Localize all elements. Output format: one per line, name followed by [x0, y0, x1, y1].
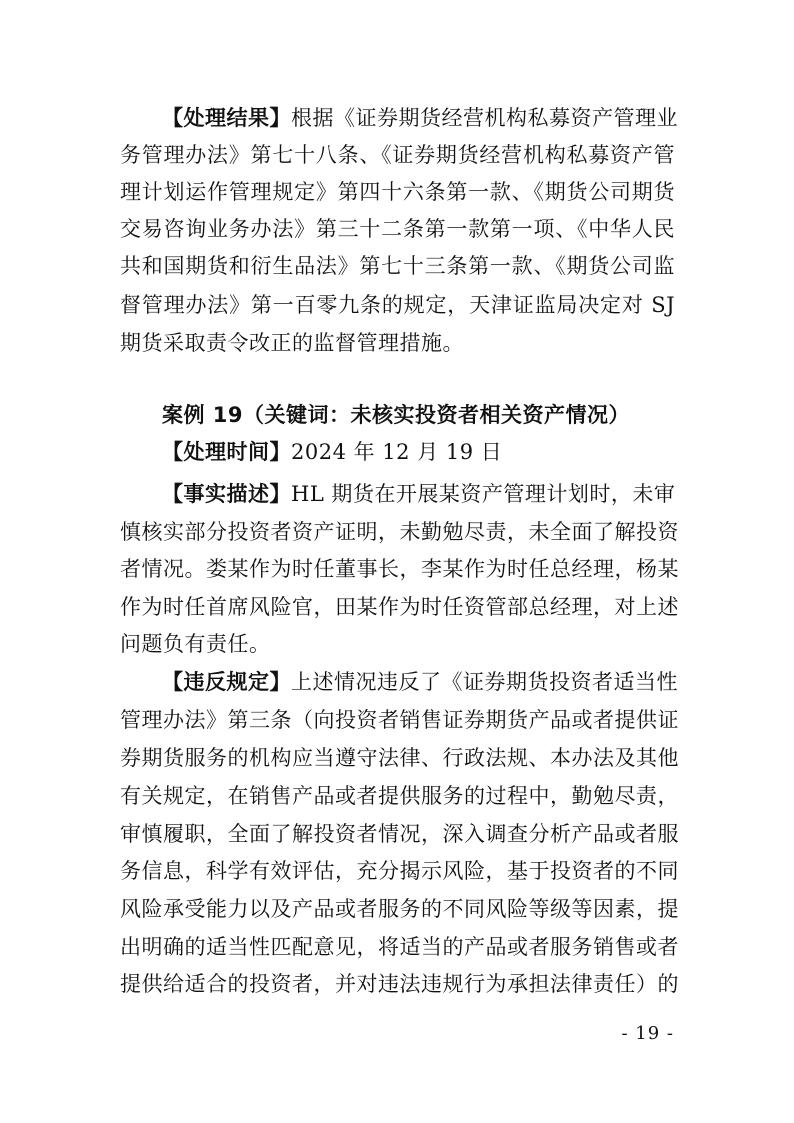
result-text-1: 根据《证券期货经营机构私募资产管理业: [291, 106, 678, 130]
result-paragraph-line-7: 期货采取责令改正的监督管理措施。: [120, 331, 464, 355]
result-paragraph-line-4: 交易咨询业务办法》第三十二条第一款第一项、《中华人民: [120, 217, 675, 241]
result-paragraph-line-3: 理计划运作管理规定》第四十六条第一款、《期货公司期货: [120, 180, 675, 204]
violation-paragraph-line-2: 管理办法》第三条（向投资者销售证券期货产品或者提供证: [120, 708, 679, 732]
result-paragraph-line-1: [162, 100, 678, 136]
violation-text-1: 上述情况违反了《证券期货投资者适当性: [291, 670, 678, 694]
facts-paragraph-line-2: 慎核实部分投资者资产证明，未勤勉尽责，未全面了解投资: [120, 520, 679, 544]
violation-paragraph-line-1: [162, 664, 678, 700]
violation-paragraph-line-7: 风险承受能力以及产品或者服务的不同风险等级等因素，提: [120, 897, 679, 921]
facts-text-1: HL 期货在开展某资产管理计划时，未审: [291, 482, 676, 506]
violation-paragraph-line-4: 有关规定，在销售产品或者提供服务的过程中，勤勉尽责，: [120, 784, 679, 808]
result-paragraph-line-6: 督管理办法》第一百零九条的规定，天津证监局决定对 SJ: [120, 293, 675, 317]
violation-paragraph-line-3: 券期货服务的机构应当遵守法律、行政法规、本办法及其他: [120, 746, 679, 770]
facts-paragraph-line-1: [162, 476, 675, 512]
result-paragraph-line-5: 共和国期货和衍生品法》第七十三条第一款、《期货公司监: [120, 254, 675, 278]
result-paragraph-line-2: 务管理办法》第七十八条、《证券期货经营机构私募资产管: [120, 143, 675, 167]
case-title: 案例 19（关键词：未核实投资者相关资产情况）: [162, 403, 631, 427]
facts-paragraph-line-5: 问题负有责任。: [120, 632, 271, 656]
time-label: 【处理时间】: [162, 440, 291, 464]
time-line: [162, 434, 675, 470]
page-number: - 19 -: [621, 1023, 674, 1044]
result-label: 【处理结果】: [162, 106, 291, 130]
time-value: 2024 年 12 月 19 日: [291, 440, 503, 464]
facts-label: 【事实描述】: [162, 482, 291, 506]
violation-paragraph-line-9: 提供给适合的投资者，并对违法违规行为承担法律责任）的: [120, 972, 679, 996]
violation-paragraph-line-5: 审慎履职，全面了解投资者情况，深入调查分析产品或者服: [120, 822, 679, 846]
facts-paragraph-line-4: 作为时任首席风险官，田某作为时任资管部总经理，对上述: [120, 595, 679, 619]
violation-paragraph-line-6: 务信息，科学有效评估，充分揭示风险，基于投资者的不同: [120, 859, 679, 883]
facts-paragraph-line-3: 者情况。娄某作为时任董事长，李某作为时任总经理，杨某: [120, 557, 679, 581]
violation-label: 【违反规定】: [162, 670, 291, 694]
violation-paragraph-line-8: 出明确的适当性匹配意见，将适当的产品或者服务销售或者: [120, 935, 679, 959]
